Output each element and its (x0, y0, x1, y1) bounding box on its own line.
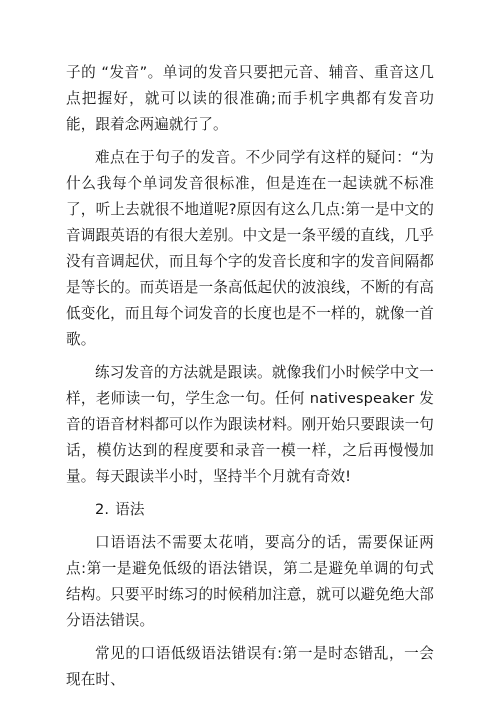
document-body (66, 60, 434, 700)
paragraph-shadowing-practice: 练习发音的方法就是跟读。就像我们小时候学中文一样，老师读一句，学生念一句。任何 nativespeaker 发音的语音材料都可以作为跟读材料。刚开始只要跟读一句话，模仿达到的程度要和录音一模一样，之后再慢慢加量。每天跟读半小时，坚持半个月就有奇效! (66, 364, 434, 485)
section-number: 2. (95, 501, 110, 518)
section-title: 语法 (115, 501, 145, 518)
paragraph-grammar-overview: 口语语法不需要太花哨，要高分的话，需要保证两点:第一是避免低级的语法错误，第二是避免单调的句式结构。只要平时练习的时候稍加注意，就可以避免绝大部分语法错误。 (66, 534, 434, 629)
paragraph-sentence-pronunciation: 难点在于句子的发音。不少同学有这样的疑问：“为什么我每个单词发音很标准，但是连在一起读就不标准了，听上去就很不地道呢?原因有这么几点:第一是中文的音调跟英语的有很大差别。中文是一条平缓的直线，几乎没有音调起伏，而且每个字的发音长度和字的发音间隔都是等长的。而英语是一条高低起伏的波浪线，不断的有高低变化，而且每个词发音的长度也是不一样的，就像一首歌。 (66, 149, 434, 348)
section-heading-grammar (66, 497, 434, 523)
paragraph-common-errors: 常见的口语低级语法错误有:第一是时态错乱，一会现在时、 (66, 645, 434, 688)
paragraph-pronunciation-words: 子的 “发音”。单词的发音只要把元音、辅音、重音这几点把握好，就可以读的很准确;而手机字典都有发音功能，跟着念两遍就行了。 (66, 64, 434, 133)
